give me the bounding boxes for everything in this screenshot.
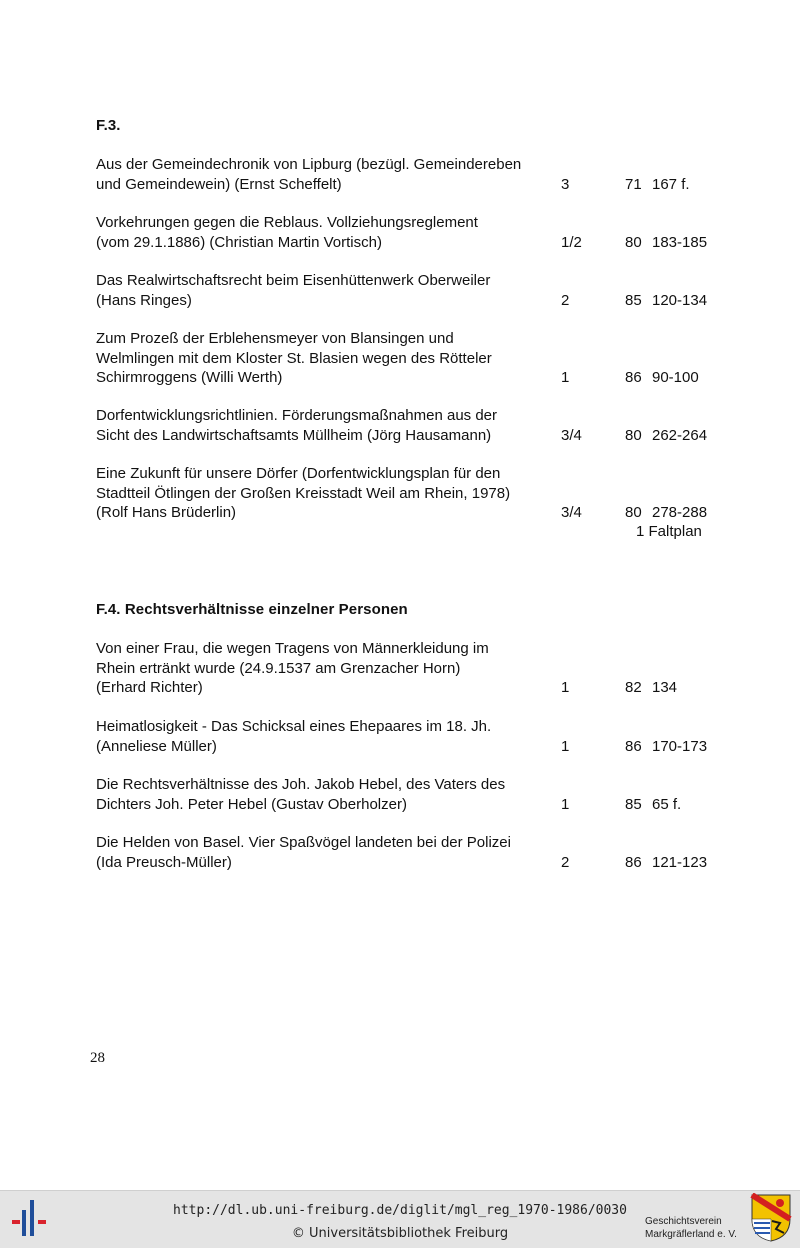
entry-pages: 120-134 <box>652 291 708 309</box>
bibliography-entry <box>96 271 736 310</box>
entry-issue: 1/2 <box>561 233 582 251</box>
society-name-line2: Markgräflerland e. V. <box>645 1229 737 1240</box>
entry-pages: 278-288 <box>652 504 708 521</box>
entry-year: 71 <box>625 175 642 193</box>
entry-year: 86 <box>625 853 642 871</box>
entry-pages: 170-173 <box>652 737 708 755</box>
entry-issue: 2 <box>561 291 570 309</box>
entry-pages: 134 <box>652 679 678 696</box>
entry-issue: 1 <box>561 737 570 755</box>
bibliography-entry <box>96 717 736 756</box>
entry-title: Eine Zukunft für unsere Dörfer (Dorfentwicklungsplan für den Stadtteil Ötlingen der Großen Kreisstadt Weil am Rhein, 1978) (Rolf Hans Brüderlin) <box>96 465 511 521</box>
bibliography-entry <box>96 464 736 523</box>
entry-year: 80 <box>625 504 642 521</box>
entry-year: 86 <box>625 369 642 386</box>
permalink-url[interactable]: http://dl.ub.uni-freiburg.de/diglit/mgl_reg_1970-1986/0030 <box>173 1203 627 1218</box>
entry-issue: 3 <box>561 175 570 193</box>
entry-title: Von einer Frau, die wegen Tragens von Männerkleidung im Rhein ertränkt wurde (24.9.1537 am Grenzacher Horn) (Erhard Richter) <box>96 640 489 696</box>
ub-freiburg-logo-icon[interactable] <box>10 1198 52 1238</box>
entry-issue: 1 <box>561 369 570 386</box>
entry-pages: 167 f. <box>652 175 690 193</box>
viewer-footer <box>0 1190 800 1248</box>
entry-extra-note: 1 Faltplan <box>636 523 702 540</box>
entry-pages: 183-185 <box>652 233 708 251</box>
entry-issue: 3/4 <box>561 426 582 444</box>
entry-title: Heimatlosigkeit - Das Schicksal eines Ehepaares im 18. Jh. (Anneliese Müller) <box>96 718 492 755</box>
society-name <box>645 1215 737 1241</box>
entry-title: Vorkehrungen gegen die Reblaus. Vollziehungsreglement (vom 29.1.1886) (Christian Martin Vortisch) <box>96 214 478 251</box>
entry-issue: 1 <box>561 679 570 696</box>
bibliography-entry <box>96 329 736 388</box>
entry-issue: 3/4 <box>561 504 582 521</box>
page-number: 28 <box>90 1050 105 1066</box>
entry-issue: 1 <box>561 795 570 813</box>
bibliography-entry <box>96 775 736 814</box>
coat-of-arms-icon <box>750 1193 792 1243</box>
entry-year: 80 <box>625 426 642 444</box>
bibliography-entry <box>96 213 736 252</box>
entry-pages: 65 f. <box>652 795 682 813</box>
entry-title: Die Rechtsverhältnisse des Joh. Jakob Hebel, des Vaters des Dichters Joh. Peter Hebel (Gustav Oberholzer) <box>96 776 506 813</box>
entry-year: 82 <box>625 679 642 696</box>
copyright-notice: © Universitätsbibliothek Freiburg <box>291 1226 509 1241</box>
entry-pages: 121-123 <box>652 853 708 871</box>
bibliography-entry <box>96 406 736 445</box>
bibliography-entry <box>96 155 736 194</box>
bibliography-entry <box>96 639 736 698</box>
society-name-line1: Geschichtsverein <box>645 1216 722 1227</box>
entry-title: Zum Prozeß der Erblehensmeyer von Blansingen und Welmlingen mit dem Kloster St. Blasien wegen des Rötteler Schirmroggens (Willi Werth) <box>96 330 492 386</box>
entry-title: Die Helden von Basel. Vier Spaßvögel landeten bei der Polizei (Ida Preusch-Müller) <box>96 834 511 871</box>
entry-year: 80 <box>625 233 642 251</box>
entry-title: Dorfentwicklungsrichtlinien. Förderungsmaßnahmen aus der Sicht des Landwirtschaftsamts Müllheim (Jörg Hausamann) <box>96 407 498 444</box>
entry-pages: 262-264 <box>652 426 708 444</box>
section-heading-f3: F.3. <box>96 117 121 134</box>
section-heading-f4: F.4. Rechtsverhältnisse einzelner Personen <box>96 601 408 618</box>
entry-year: 86 <box>625 737 642 755</box>
entry-year: 85 <box>625 795 642 813</box>
entry-year: 85 <box>625 291 642 309</box>
entry-pages: 90-100 <box>652 369 699 386</box>
entry-issue: 2 <box>561 853 570 871</box>
bibliography-entry <box>96 833 736 872</box>
entry-title: Das Realwirtschaftsrecht beim Eisenhüttenwerk Oberweiler (Hans Ringes) <box>96 272 491 309</box>
entry-title: Aus der Gemeindechronik von Lipburg (bezügl. Gemeindereben und Gemeindewein) (Ernst Scheffelt) <box>96 156 522 193</box>
